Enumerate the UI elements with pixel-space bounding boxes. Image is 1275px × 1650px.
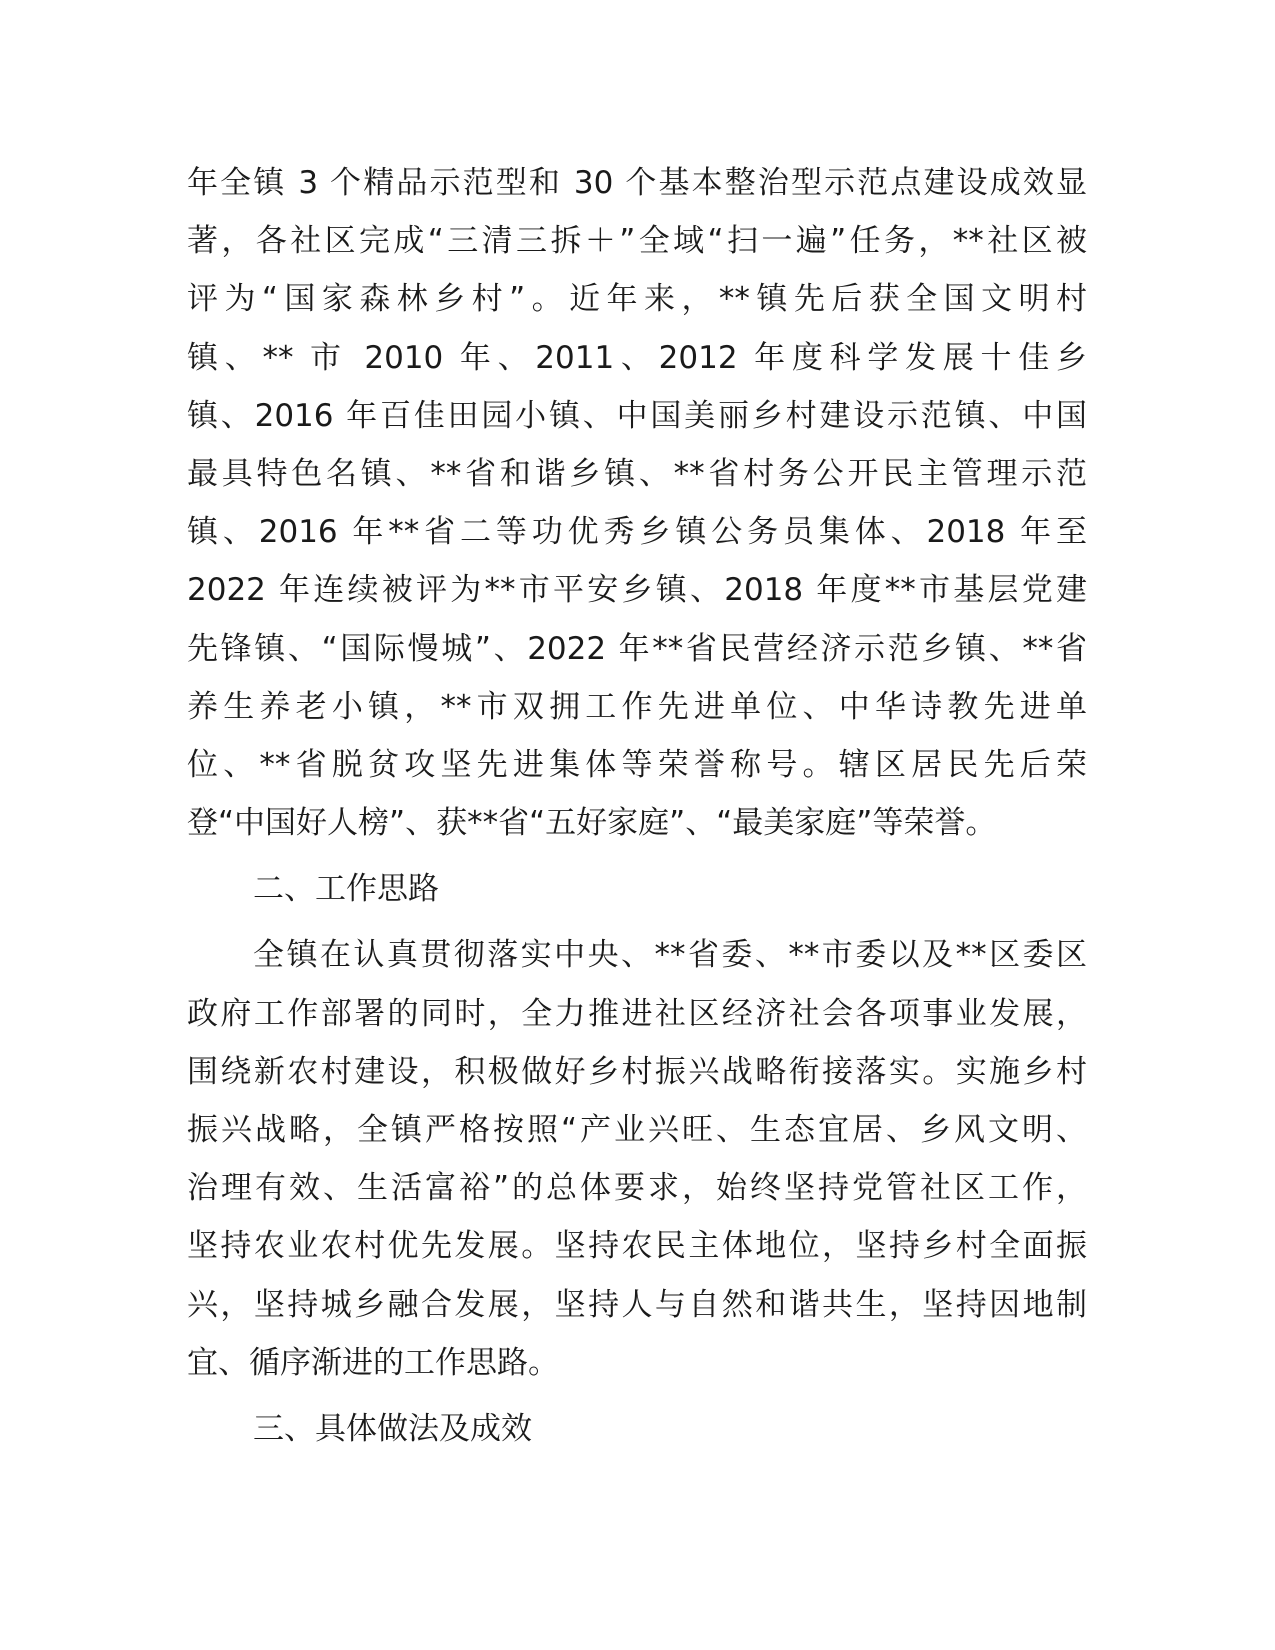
paragraph-honors <box>187 154 1087 852</box>
paragraph-work-approach <box>187 926 1087 1392</box>
text-line: 镇、2016 年百佳田园小镇、中国美丽乡村建设示范镇、中国 <box>187 397 1087 434</box>
text-line: 镇、2016 年**省二等功优秀乡镇公务员集体、2018 年至 <box>187 514 1087 551</box>
section-heading-work-approach: 二、工作思路 <box>253 871 439 908</box>
text-line: 养生养老小镇，**市双拥工作先进单位、中华诗教先进单 <box>187 688 1087 725</box>
text-line: 治理有效、生活富裕”的总体要求，始终坚持党管社区工作， <box>187 1170 1087 1207</box>
text-line: 政府工作部署的同时，全力推进社区经济社会各项事业发展， <box>187 995 1087 1032</box>
text-line: 宜、循序渐进的工作思路。 <box>187 1344 559 1381</box>
text-line: 围绕新农村建设，积极做好乡村振兴战略衔接落实。实施乡村 <box>187 1053 1087 1090</box>
text-line: 登“中国好人榜”、获**省“五好家庭”、“最美家庭”等荣誉。 <box>187 805 997 842</box>
section-heading-measures-results: 三、具体做法及成效 <box>253 1410 532 1447</box>
text-line: 位、**省脱贫攻坚先进集体等荣誉称号。辖区居民先后荣 <box>187 746 1087 783</box>
text-line: 坚持农业农村优先发展。坚持农民主体地位，坚持乡村全面振 <box>187 1228 1087 1265</box>
text-line: 年全镇 3 个精品示范型和 30 个基本整治型示范点建设成效显 <box>187 165 1087 201</box>
text-line: 振兴战略，全镇严格按照“产业兴旺、生态宜居、乡风文明、 <box>187 1112 1087 1148</box>
text-line: 兴，坚持城乡融合发展，坚持人与自然和谐共生，坚持因地制 <box>187 1286 1087 1323</box>
text-line: 著，各社区完成“三清三拆＋”全域“扫一遍”任务，**社区被 <box>187 223 1087 260</box>
text-line: 镇、** 市 2010 年、2011、2012 年度科学发展十佳乡 <box>187 339 1087 376</box>
text-line: 全镇在认真贯彻落实中央、**省委、**市委以及**区委区 <box>253 937 1087 974</box>
text-line: 评为“国家森林乡村”。近年来，**镇先后获全国文明村 <box>187 281 1087 318</box>
text-line: 先锋镇、“国际慢城”、2022 年**省民营经济示范乡镇、**省 <box>187 630 1087 667</box>
text-line: 最具特色名镇、**省和谐乡镇、**省村务公开民主管理示范 <box>187 455 1087 492</box>
text-line: 2022 年连续被评为**市平安乡镇、2018 年度**市基层党建 <box>187 572 1087 609</box>
document-body <box>187 154 1087 1458</box>
